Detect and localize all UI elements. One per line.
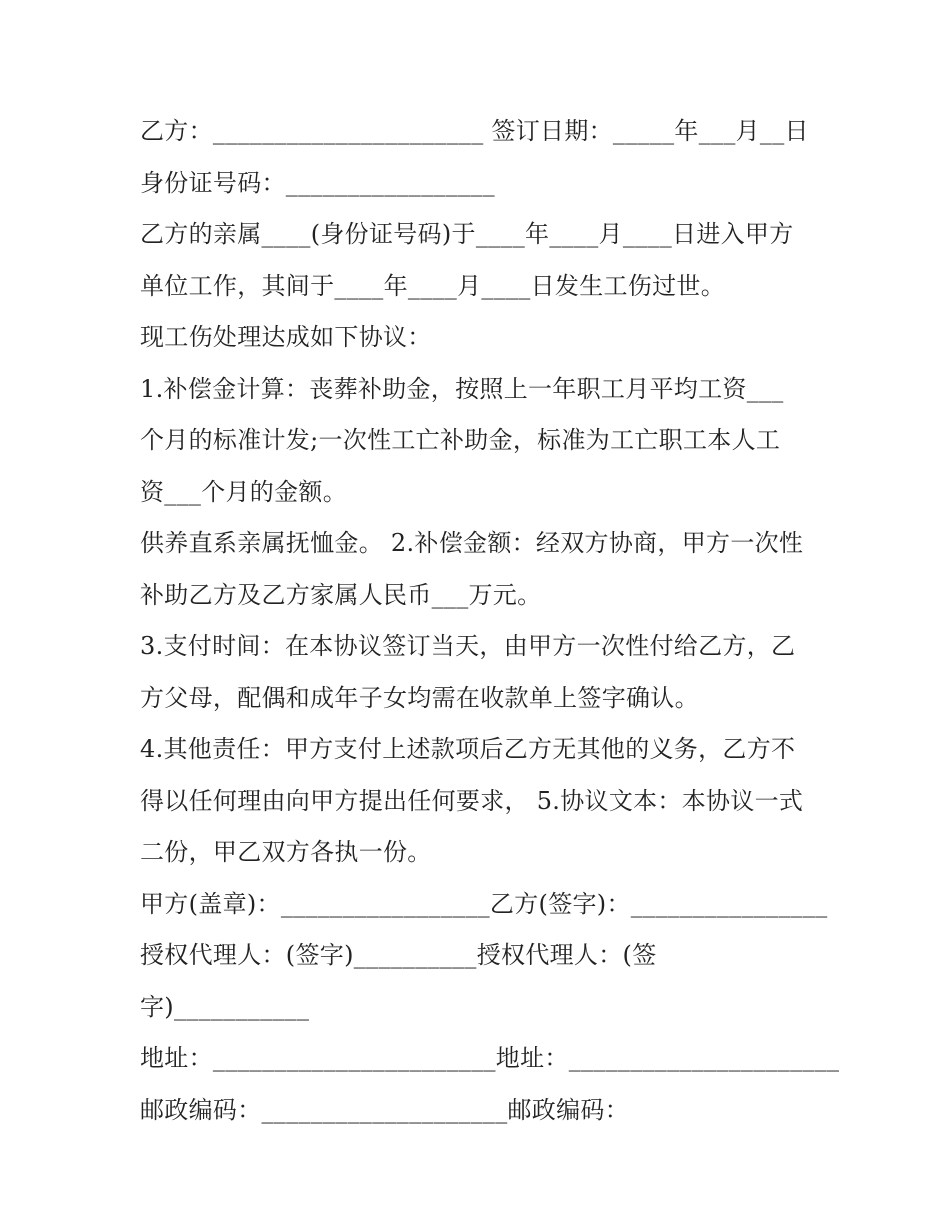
clause-4-line-1: 4.其他责任：甲方支付上述款项后乙方无其他的义务，乙方不	[140, 735, 796, 763]
id-number-line: 身份证号码：_________________	[140, 168, 495, 197]
address-line: 地址：_______________________地址：______________________	[140, 1044, 840, 1072]
agreement-intro-line: 现工伤处理达成如下协议：	[140, 323, 432, 351]
clause-1-line-2: 个月的标准计发;一次性工亡补助金，标准为工亡职工本人工	[140, 426, 781, 454]
clause-2-line-1: 供养直系亲属抚恤金。 2.补偿金额：经双方协商，甲方一次性	[140, 529, 804, 557]
clause-4-5-line-2: 得以任何理由向甲方提出任何要求， 5.协议文本：本协议一式	[140, 786, 804, 815]
authorized-agent-line-1: 授权代理人：(签字)__________授权代理人：(签	[140, 941, 657, 969]
clause-1-line-3: 资___个月的金额。	[140, 477, 347, 506]
injury-date-line: 单位工作，其间于____年____月____日发生工伤过世。	[140, 271, 725, 300]
signature-line: 甲方(盖章)：_________________乙方(签字)：________________	[140, 889, 828, 918]
party-b-sign-date-line: 乙方：______________________ 签订日期：_____年___月__日	[140, 117, 809, 145]
authorized-agent-line-2: 字)___________	[140, 992, 310, 1021]
clause-5-line-2: 二份，甲乙双方各执一份。	[140, 838, 432, 866]
clause-2-line-2: 补助乙方及乙方家属人民币___万元。	[140, 580, 542, 609]
clause-3-line-2: 方父母，配偶和成年子女均需在收款单上签字确认。	[140, 683, 699, 712]
clause-1-line-1: 1.补偿金计算：丧葬补助金，按照上一年职工月平均工资___	[140, 374, 784, 403]
clause-3-line-1: 3.支付时间：在本协议签订当天，由甲方一次性付给乙方，乙	[140, 632, 796, 660]
agreement-body	[140, 106, 840, 1136]
relative-entry-line: 乙方的亲属____(身份证号码)于____年____月____日进入甲方	[140, 220, 794, 248]
postal-code-line: 邮政编码：____________________邮政编码：	[140, 1095, 629, 1124]
